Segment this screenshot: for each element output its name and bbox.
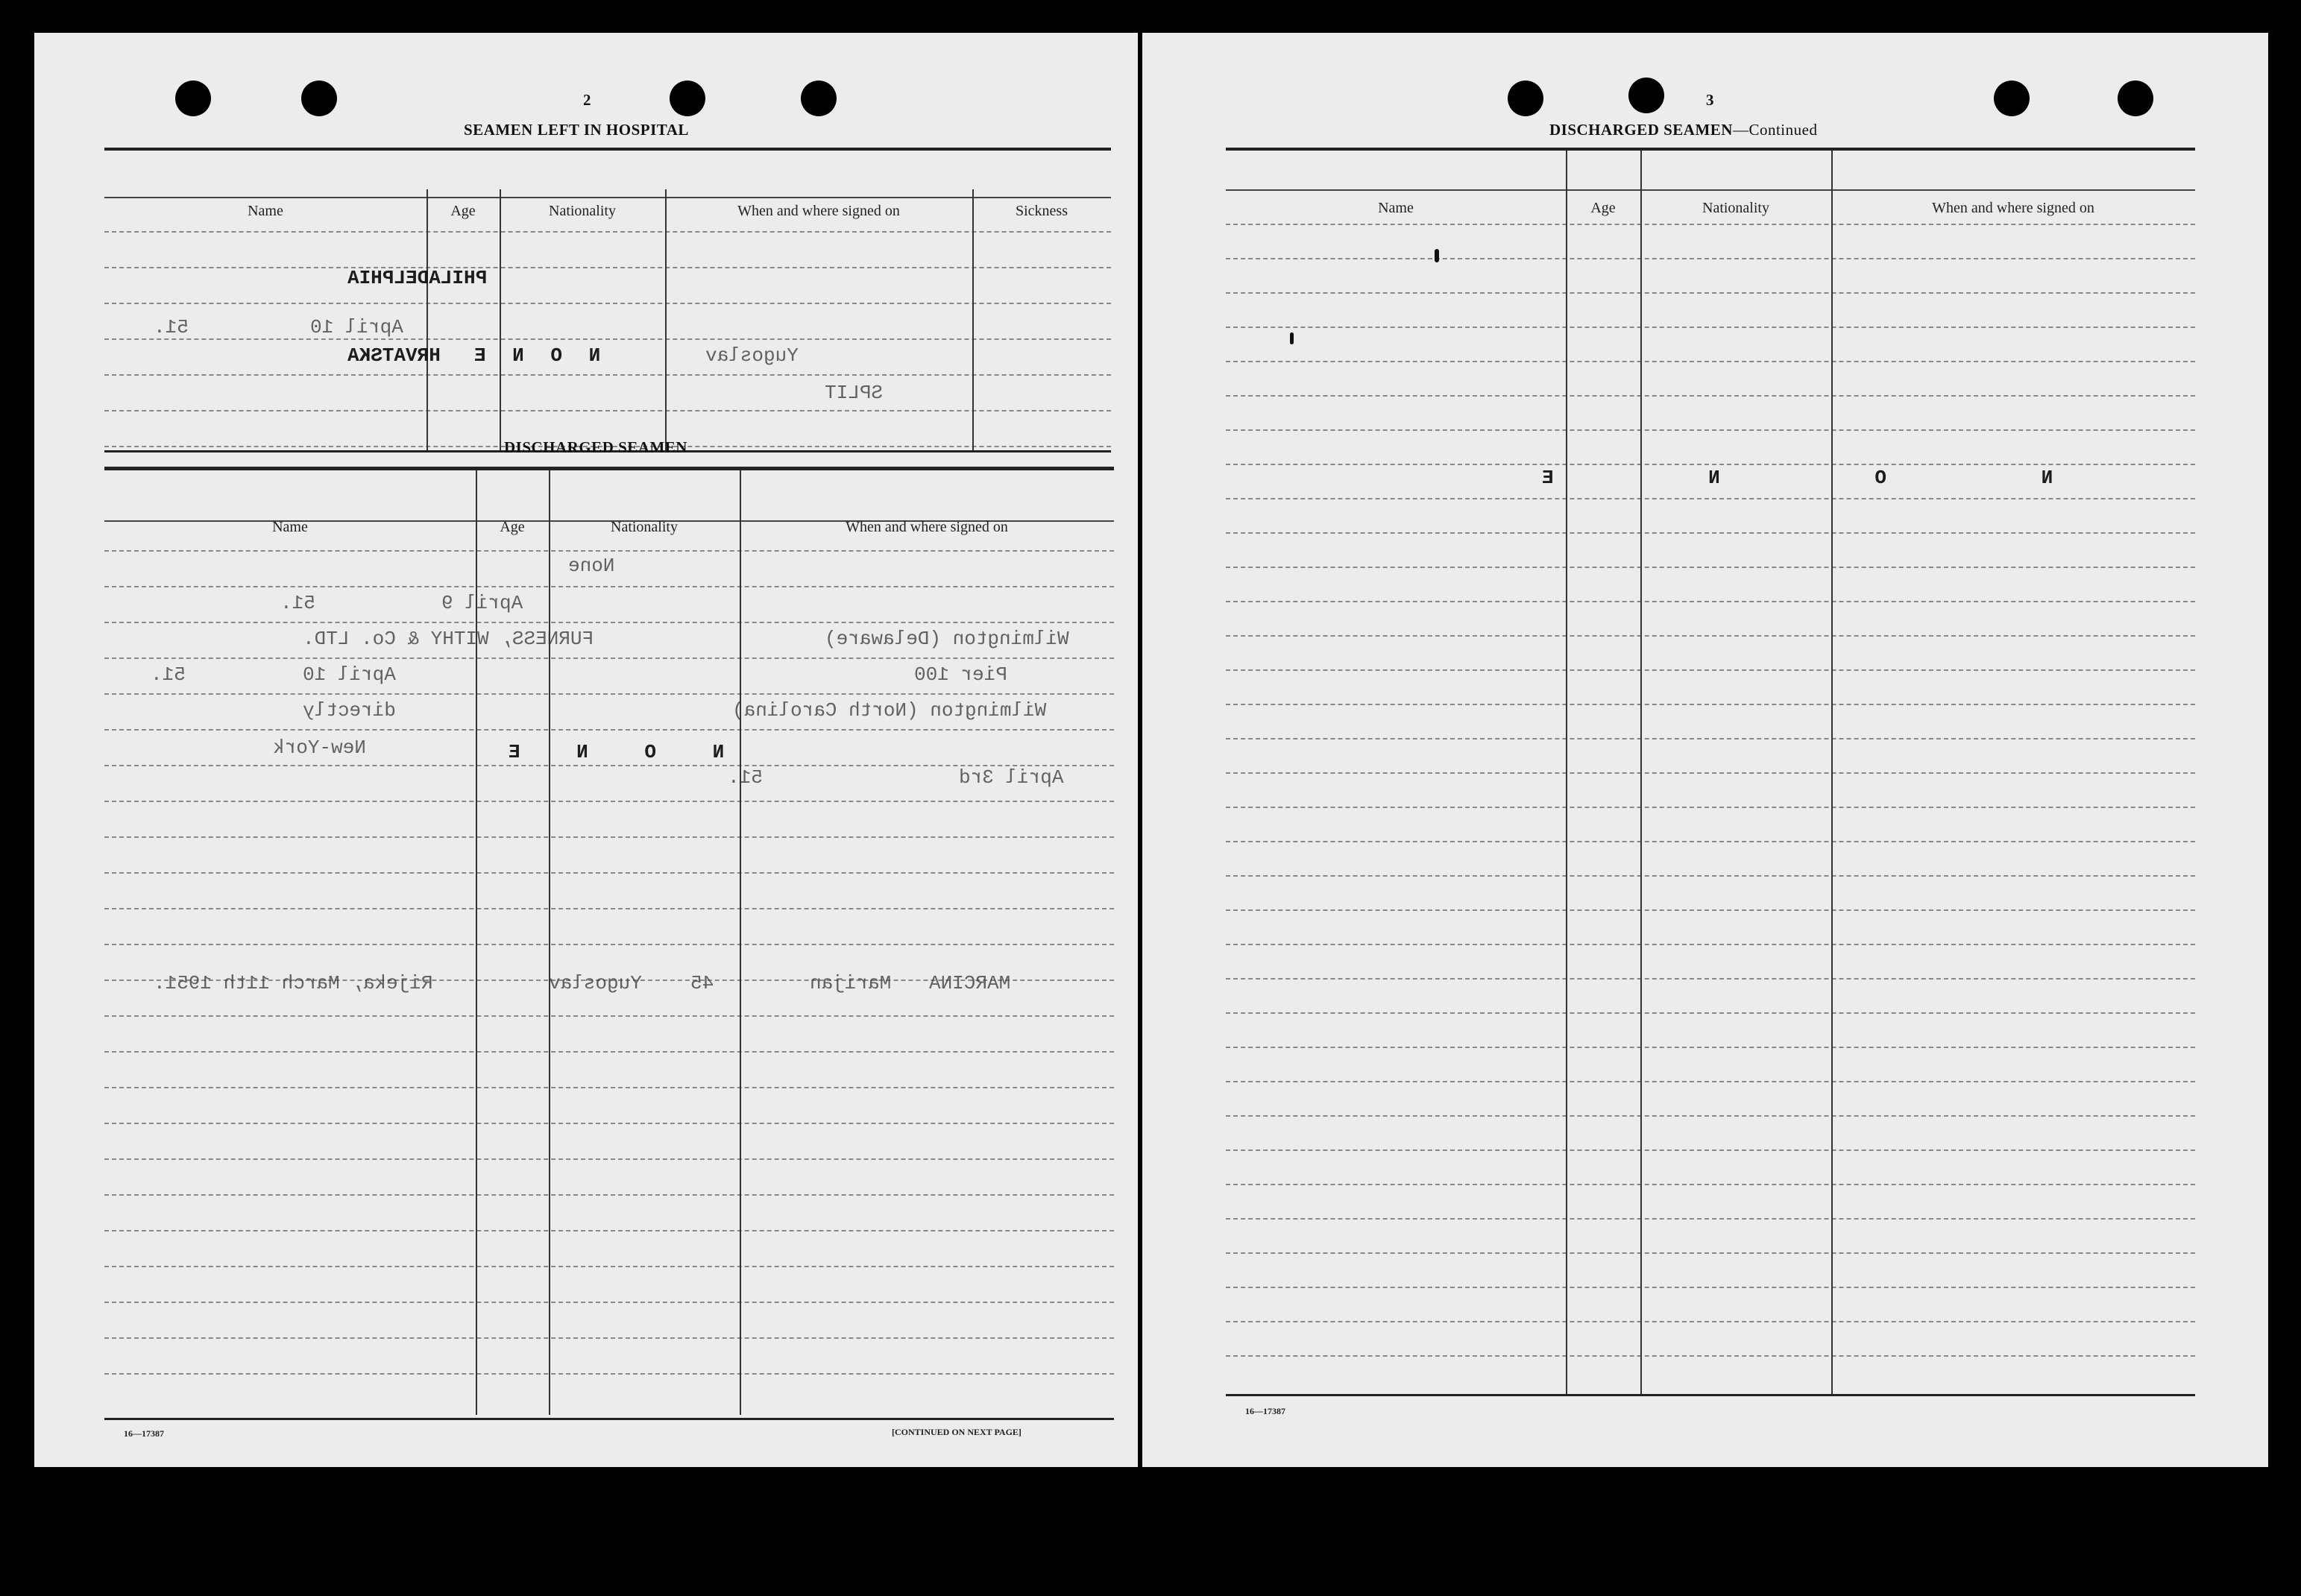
discharged-table — [104, 467, 1114, 1415]
header-age: Age — [1590, 200, 1616, 216]
header-name: Name — [1378, 200, 1414, 216]
ink-mark — [1435, 249, 1439, 262]
typed-mark: N O N E — [486, 741, 725, 763]
punch-hole — [2118, 81, 2153, 116]
bottom-rule — [104, 1418, 1114, 1420]
typed-mark: directly — [303, 699, 396, 722]
typed-mark: N O N E — [1470, 467, 2053, 489]
punch-hole — [301, 81, 337, 116]
typed-mark: Wilmington (North Carolina) — [732, 699, 1047, 722]
title-suffix: —Continued — [1732, 121, 1818, 139]
right-page — [1142, 33, 2268, 1467]
punch-hole — [1628, 78, 1664, 113]
page-title — [1549, 121, 1817, 139]
header-name: Name — [248, 203, 283, 219]
header-nationality: Nationality — [549, 203, 616, 219]
discharged-section-title: DISCHARGED SEAMEN — [504, 438, 687, 456]
typed-mark: April 10 — [310, 316, 403, 338]
typed-mark: Yugoslav — [549, 972, 642, 994]
hospital-table — [104, 148, 1111, 453]
typed-mark: FURNESS, WITHY & Co. LTD. — [303, 628, 594, 650]
typed-mark: 51. — [728, 766, 763, 789]
ink-mark — [1290, 332, 1294, 344]
header-nationality: Nationality — [611, 519, 678, 535]
punch-hole — [1508, 81, 1543, 116]
form-number: 16—17387 — [124, 1428, 164, 1439]
typed-mark: New-York — [273, 737, 366, 759]
typed-mark: N O N E — [467, 344, 601, 367]
continued-note: [CONTINUED ON NEXT PAGE] — [892, 1427, 1022, 1437]
typed-mark: Marijan — [810, 972, 892, 994]
header-age: Age — [500, 519, 525, 535]
typed-mark: HRVATSKA — [347, 344, 441, 367]
discharged-continued-table — [1226, 148, 2195, 1400]
typed-mark: Rijeka, March 11th 1951. — [154, 972, 433, 994]
header-name: Name — [272, 519, 308, 535]
header-signed-on: When and where signed on — [846, 519, 1008, 535]
header-signed-on: When and where signed on — [1932, 200, 2094, 216]
typed-mark: April 3rd — [959, 766, 1064, 789]
typed-mark: April 9 — [441, 592, 523, 614]
title-main: DISCHARGED SEAMEN — [1549, 121, 1733, 139]
page-number: 3 — [1706, 91, 1714, 109]
typed-mark: MARCINA — [929, 972, 1011, 994]
punch-hole — [801, 81, 837, 116]
punch-hole — [1994, 81, 2030, 116]
header-nationality: Nationality — [1702, 200, 1769, 216]
typed-mark: 51. — [151, 663, 186, 686]
form-number: 16—17387 — [1245, 1406, 1285, 1416]
page-number: 2 — [583, 91, 591, 109]
header-sickness: Sickness — [1016, 203, 1068, 219]
typed-mark: None — [568, 555, 615, 577]
header-signed-on: When and where signed on — [737, 203, 900, 219]
punch-hole — [670, 81, 705, 116]
punch-hole — [175, 81, 211, 116]
typed-mark: Pier 100 — [914, 663, 1007, 686]
hospital-section-title: SEAMEN LEFT IN HOSPITAL — [464, 121, 689, 139]
header-age: Age — [450, 203, 476, 219]
typed-mark: Yugoslav — [705, 344, 799, 367]
typed-mark: 51. — [280, 592, 315, 614]
typed-mark: PHILADELPHIA — [347, 267, 488, 289]
typed-mark: 51. — [154, 316, 189, 338]
typed-mark: SPLIT — [825, 382, 884, 404]
typed-mark: 45 — [690, 972, 714, 994]
left-page — [34, 33, 1138, 1467]
typed-mark: Wilmington (Delaware) — [825, 628, 1069, 650]
typed-mark: April 10 — [303, 663, 396, 686]
